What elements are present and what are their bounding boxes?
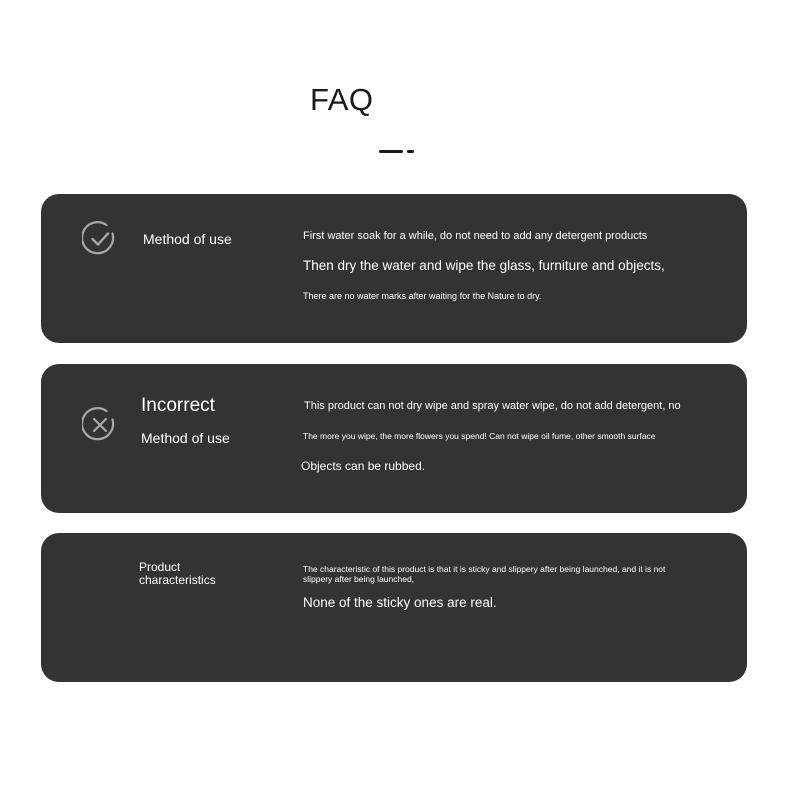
title-underline-short bbox=[407, 150, 414, 153]
card-label-sub: Method of use bbox=[141, 430, 230, 446]
card-label-main: Incorrect bbox=[141, 395, 215, 416]
faq-card-method-of-use bbox=[41, 194, 747, 343]
page-title: FAQ bbox=[310, 82, 374, 117]
card-description-line: Then dry the water and wipe the glass, furniture and objects, bbox=[303, 258, 665, 273]
faq-card-product-characteristics bbox=[41, 533, 747, 682]
card-label: Product characteristics bbox=[139, 560, 216, 587]
card-description-line: First water soak for a while, do not need to add any detergent products bbox=[303, 230, 648, 242]
title-underline-long bbox=[379, 150, 403, 153]
card-description-line: The more you wipe, the more flowers you spend! Can not wipe oil fume, other smooth surface bbox=[303, 431, 656, 441]
card-description-line: There are no water marks after waiting for the Nature to dry. bbox=[303, 291, 542, 301]
card-label: Method of use bbox=[143, 231, 232, 247]
faq-card-incorrect-method bbox=[41, 364, 747, 513]
card-description-line: This product can not dry wipe and spray water wipe, do not add detergent, no bbox=[304, 400, 681, 412]
check-circle-icon bbox=[82, 221, 118, 257]
x-circle-icon bbox=[82, 407, 118, 443]
card-description-line: The characteristic of this product is that it is sticky and slippery after being launched, and it is not slippery after being launched, bbox=[303, 564, 666, 584]
card-description-line: None of the sticky ones are real. bbox=[303, 595, 497, 610]
card-description-line: Objects can be rubbed. bbox=[301, 459, 426, 473]
